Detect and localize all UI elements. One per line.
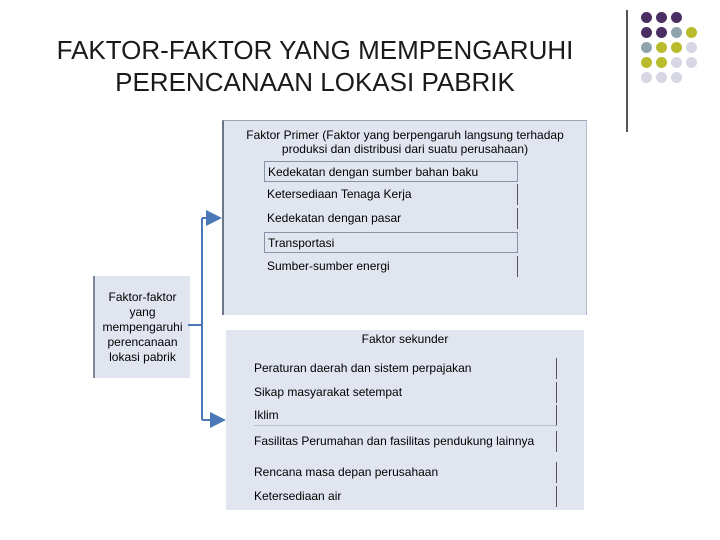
secondary-item: Iklim xyxy=(254,405,557,426)
secondary-factors-box xyxy=(226,330,584,510)
primary-item: Ketersediaan Tenaga Kerja xyxy=(264,184,518,205)
primary-item: Kedekatan dengan pasar xyxy=(264,208,518,229)
primary-heading-line-2: produksi dan distribusi dari suatu perusahaan) xyxy=(281,142,529,156)
primary-item: Transportasi xyxy=(264,232,518,253)
secondary-item: Peraturan daerah dan sistem perpajakan xyxy=(254,358,557,379)
secondary-item: Rencana masa depan perusahaan xyxy=(254,462,557,483)
root-node-label: Faktor-faktor yang mempengaruhi perencanaan lokasi pabrik xyxy=(102,289,183,364)
title-line-1: FAKTOR-FAKTOR YANG MEMPENGARUHI xyxy=(56,35,574,65)
secondary-item: Sikap masyarakat setempat xyxy=(254,382,557,403)
primary-item: Sumber-sumber energi xyxy=(264,256,518,277)
title-line-2: PERENCANAAN LOKASI PABRIK xyxy=(115,67,515,97)
secondary-heading: Faktor sekunder xyxy=(361,332,449,346)
primary-heading xyxy=(224,128,586,156)
primary-factors-box xyxy=(222,120,587,315)
secondary-item: Fasilitas Perumahan dan fasilitas pendukung lainnya xyxy=(254,431,557,452)
primary-item: Kedekatan dengan sumber bahan baku xyxy=(264,161,518,182)
primary-heading-line-1: Faktor Primer (Faktor yang berpengaruh langsung terhadap xyxy=(246,128,564,142)
secondary-item: Ketersediaan air xyxy=(254,486,557,507)
